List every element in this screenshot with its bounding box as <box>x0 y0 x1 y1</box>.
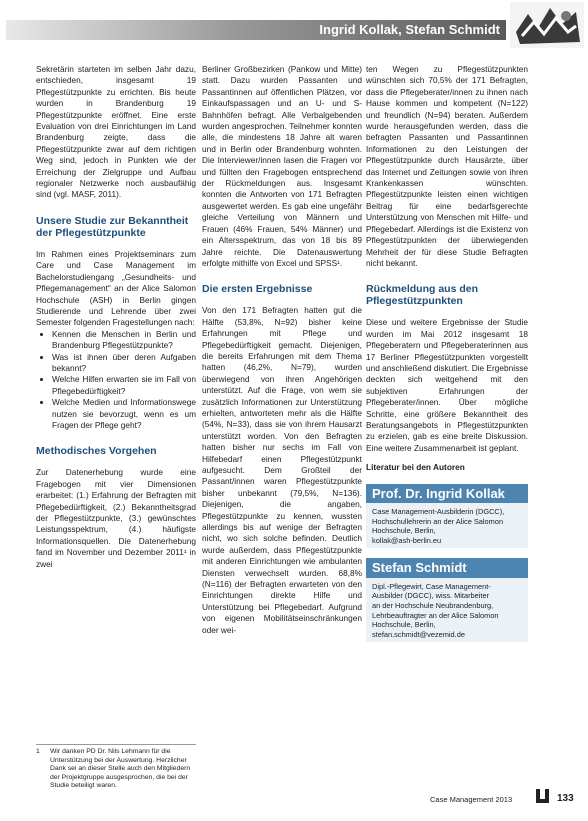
author-info-line: Case Management-Ausbilderin (DGCC), <box>372 507 505 516</box>
author-card-schmidt <box>366 558 528 642</box>
author-info-line: Hochschule, Berlin, <box>372 620 436 630</box>
footnote <box>36 744 196 791</box>
section-heading-results: Die ersten Ergebnisse <box>202 283 313 296</box>
column-1 <box>36 64 196 570</box>
footer-journal-title: Case Management 2013 <box>430 795 513 804</box>
author-info <box>366 578 528 643</box>
author-info-line: Hochschule, Berlin, <box>372 526 436 536</box>
list-item: • Welche Hilfen erwarten sie im Fall von Pflegebedürftigkeit? <box>52 374 196 397</box>
page-number: 133 <box>557 793 574 804</box>
study-paragraph: Im Rahmen eines Projektseminars zum Care und Case Management im Bachelorstudiengang „Gesundheits- und Pflegemanagement“ an der Alice Salomon Hochschule (ASH) in Berlin gingen Studierende und Lehrende über zwei Semester folgenden Fragestellungen nach: <box>36 248 196 328</box>
author-info-line: Hochschullehrerin an der Alice Salomon <box>372 516 504 526</box>
author-email-link[interactable]: stefan.schmidt@vezemid.de <box>372 629 465 639</box>
author-email-link[interactable]: kollak@ash-berlin.eu <box>372 535 442 545</box>
author-card-kollak <box>366 484 528 549</box>
author-name: Prof. Dr. Ingrid Kollak <box>366 484 528 503</box>
feedback-paragraph: Diese und weitere Ergebnisse der Studie wurden im Mai 2012 insgesamt 18 Pflegeberatern und Pflegeberaterinnen aus 17 Berliner Pflegestützpunkten vorgestellt und anschließend diskutiert. Die Ergebnisse deckten sich weitgehend mit den subjektiven Erfahrungen der Pflegeberater/innen. Über mögliche Schritte, eine größere Bekanntheit des Beratungsangebots in Pflegestützpunkten zu erzielen, gab es eine breite Diskussion. Eine weitere Zusammenarbeit ist geplant. <box>366 317 528 453</box>
column-3 <box>366 64 528 642</box>
section-heading-study: Unsere Studie zur Bekanntheit der Pflegestützpunkte <box>36 214 189 239</box>
author-name: Stefan Schmidt <box>366 558 528 577</box>
method-continued-paragraph: Berliner Großbezirken (Pankow und Mitte) statt. Dazu wurden Passanten und Passantinnen auf öffentlichen Plätzen, vor Einkaufspassagen und an U- und S-Bahnhöfen befragt. Alle Verbalgebenden wurden angesprochen. Teilnehmer konnten alle, die mindestens 18 Jahre alt waren und in Berlin oder Brandenburg wohnten. Die Interviewer/innen lasen die Fragen vor und füllten den Fragebogen entsprechend der Rückmeldungen aus. Insgesamt konnten die Antworten von 171 Befragten ausgewertet werden. Es gab eine ungefähr gleiche Verteilung von Männern und Frauen (46% Frauen, 54% Männer) und ein Altersspektrum, das von 18 bis 89 Jahre reichte. Die Datenauswertung erfolgte mithilfe von Excel und SPSS¹. <box>202 64 362 268</box>
header-authors: Ingrid Kollak, Stefan Schmidt <box>319 22 500 37</box>
results-paragraph: Von den 171 Befragten hatten gut die Hälfte (53,8%, N=92) bisher keine Erfahrungen mit Pflege und Pflegebedürftigkeit gemacht. Diejenigen, die bereits Erfahrungen mit dem Thema hatten (46,2%, N=79), wurden überwiegend von ihren Angehörigen unterstützt. Auf die Frage, von wem sie zusätzlich Informationen zur Unterstützung erhielten, antworteten mehr als die Hälfte (54%, N=33), dass sie von ihrem Hausarzt unterstützt worden. Von den Befragten hatten bisher nur sechs im Fall von Hilfebedarf einen Pflegestützpunkt aufgesucht. Dem Großteil der Passant/innen waren Pflegestützpunkte bisher unbekannt (79,5%, N=136). Diejenigen, die angaben, Pflegestützpunkte zu kennen, wussten allerdings bis auf wenige der Befragten nicht, wo sich solche befinden. Deutlich wurde außerdem, dass Pflegestützpunkte mit anderen Einrichtungen wie ambulanten Diensten verwechselt wurden. 68,8% (N=116) der Befragten erwarteten von den Einrichtungen direkte Hilfe und Unterstützung bei Pflegebedarf. Aufgrund von eigenen Mobilitätseinschränkungen oder wei- <box>202 305 362 635</box>
author-info <box>366 503 528 548</box>
corner-decoration-icon <box>510 2 584 48</box>
footnote-number: 1 <box>36 748 40 755</box>
column-2 <box>202 64 362 636</box>
header-bar <box>6 20 506 40</box>
journal-logo-icon <box>536 789 549 803</box>
section-heading-method: Methodisches Vorgehen <box>36 445 157 458</box>
results-continued-paragraph: ten Wegen zu Pflegestützpunkten wünschten sich 70,5% der 171 Befragten, dass die Pflegeberater/innen zu ihnen nach Hause kommen und kompetent (N=122) und freundlich (N=94) beraten. Außerdem wurde herausgefunden werden, dass die befragten Passanten und Passantinnen Informationen zu den Leistungen der Pflegestützpunkte durch Hausärzte, über das Internet und Zeitungen sowie von ihren Krankenkassen wünschten. Pflegestützpunkte leisten einen wichtigen Beitrag für eine bedarfsgerechte Unterstützung von Menschen mit Hilfe- und Pflegebedarf. Allerdings ist die Existenz von Pflegestützpunkten der überwiegenden Mehrheit der für diese Studie Befragten nicht bekannt. <box>366 64 528 268</box>
method-paragraph: Zur Datenerhebung wurde eine Fragebogen mit vier Dimensionen erarbeitet: (1.) Erfahrung der Befragten mit Pflegebedürftigkeit, (2.) Bekanntheitsgrad der Pflegestützpunkte, (3.) gewünschtes Leistungsspektrum, (4.) häufigste Informationsquellen. Die Datenerhebung fand im November und Dezember 2011¹ in zwei <box>36 467 196 569</box>
list-item: • Was ist ihnen über deren Aufgaben bekannt? <box>52 352 196 375</box>
intro-paragraph: Sekretärin starteten im selben Jahr dazu, entschieden, insgesamt 19 Pflegestützpunkte zu errichten. Bis heute wurden in Brandenburg 19 Pflegestützpunkte eröffnet. Eine erste Evaluation von drei Einrichtungen im Land Brandenburg zeigte, dass die Pflegestützpunkte zwar auf dem richtigen Weg sind, jedoch in Punkten wie der Erreichung der Zielgruppe und Aufbau regionaler Netzwerke noch ausbaufähig sind (vgl. MASF, 2011). <box>36 64 196 200</box>
section-heading-feedback: Rückmeldung aus den Pflegestützpunkten <box>366 283 479 308</box>
list-item: • Kennen die Menschen in Berlin und Brandenburg Pflegestützpunkte? <box>52 329 196 352</box>
author-info-line: Dipl.-Pflegewirt, Case Management- <box>372 581 491 591</box>
author-info-line: Ausbilder (DGCC), wiss. Mitarbeiter <box>372 591 490 601</box>
literature-note: Literatur bei den Autoren <box>366 462 465 473</box>
list-item: • Welche Medien und Informationswege nutzen sie bevorzugt, wenn es um Fragen der Pflege geht? <box>52 397 196 431</box>
question-list <box>36 329 196 432</box>
author-info-line: an der Hochschule Neubrandenburg, <box>372 600 494 610</box>
author-info-line: Lehrbeauftragter an der Alice Salomon <box>372 610 499 620</box>
footnote-text: Wir danken PD Dr. Nils Lehmann für die Unterstützung bei der Auswertung. Herzlicher Dank sei an dieser Stelle auch den Mitgliedern der Projektgruppe ausgesprochen, die bei der Studie beteiligt waren. <box>50 748 191 790</box>
